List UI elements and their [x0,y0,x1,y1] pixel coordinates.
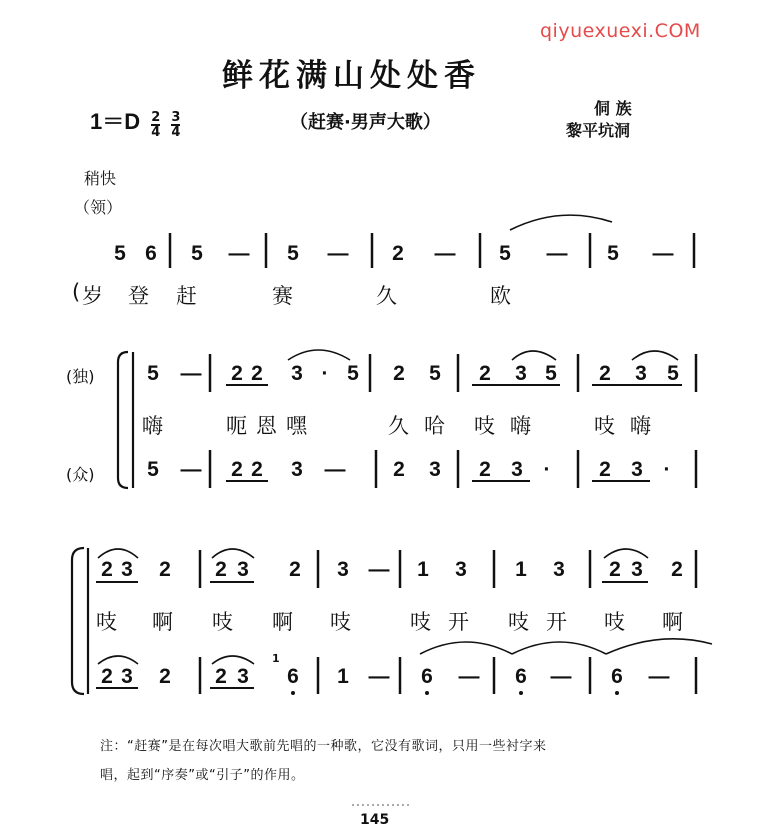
r2s-note-4: 2 [251,362,263,385]
r1-lyric-1: 岁 [82,284,103,308]
r2c-note-11: · [543,458,551,481]
key-signature: 1＝D [90,109,141,134]
r2-lyric-2: 呃 [226,414,247,438]
r3-lyric-7: 开 [448,610,469,634]
r3s-note-12: 3 [553,558,565,581]
r1-dash-3: — [434,242,456,265]
r2s-note-8: 2 [393,362,405,385]
r3c-note-6: 6 [287,665,299,688]
r1-note-6: 5 [499,242,511,265]
r3c-note-11: 6 [515,665,527,688]
r1-lyric-2: 登 [128,284,149,308]
r2s-note-13: 2 [599,362,611,385]
r2c-note-1: 5 [147,458,159,481]
r3c-note-9: 6 [421,665,433,688]
watermark: qiyuexuexi.COM [540,20,701,42]
r3-lyric-9: 开 [546,610,567,634]
r2-lyric-3: 恩 [256,414,277,438]
r3-lyric-2: 啊 [152,610,173,634]
r3s-note-9: 1 [417,558,429,581]
r3-lyric-5: 吱 [330,610,351,634]
footnote-line-2: 唱，起到“序奏”或“引子”的作用。 [100,768,305,783]
footnote-line-1: 注：“赶赛”是在每次唱大歌前先唱的一种歌，它没有歌词，只用一些衬字来 [100,739,547,754]
r3s-note-15: 2 [671,558,683,581]
r1-note-4: 5 [287,242,299,265]
r3-lyric-4: 啊 [272,610,293,634]
r2s-note-2: — [180,362,202,385]
tempo-marking: 稍快 [84,169,117,188]
r1-note-2: 6 [145,242,157,265]
r3-lyric-10: 吱 [604,610,625,634]
r2s-note-6: · [321,362,329,385]
r3c-note-4: 2 [215,665,227,688]
part-chorus: (众) [66,465,95,484]
r2-lyric-5: 久 [388,414,409,438]
r3c-note-2: 3 [121,665,133,688]
r3s-note-4: 2 [215,558,227,581]
r2s-note-10: 2 [479,362,491,385]
r3s-note-2: 3 [121,558,133,581]
r2-lyric-10: 嗨 [630,414,651,438]
r3s-note-5: 3 [237,558,249,581]
origin-ethnic: 侗 族 [594,99,632,118]
r2c-note-3: 2 [231,458,243,481]
r2-lyric-4: 嘿 [286,414,307,438]
r2c-note-10: 3 [511,458,523,481]
r2s-note-14: 3 [635,362,647,385]
r3s-note-14: 3 [631,558,643,581]
r3s-note-11: 1 [515,558,527,581]
r3c-grace-note: 1 [272,652,280,665]
r1-dash-2: — [327,242,349,265]
r1-note-3: 5 [191,242,203,265]
r3s-note-10: 3 [455,558,467,581]
r3-lyric-1: 吱 [96,610,117,634]
r3c-note-12: — [550,665,572,688]
r1-note-1: 5 [114,242,126,265]
r3s-note-7: 3 [337,558,349,581]
r1-note-5: 2 [392,242,404,265]
r3-lyric-8: 吱 [508,610,529,634]
r1-dash-4: — [546,242,568,265]
r3c-note-8: — [368,665,390,688]
r2c-note-9: 2 [479,458,491,481]
r2c-note-8: 3 [429,458,441,481]
r2s-note-7: 5 [347,362,359,385]
r1-dash-1: — [228,242,250,265]
r2s-note-15: 5 [667,362,679,385]
r2s-note-11: 3 [515,362,527,385]
r2-lyric-9: 吱 [594,414,615,438]
r3c-note-10: — [458,665,480,688]
r2c-note-6: — [324,458,346,481]
r3-lyric-6: 吱 [410,610,431,634]
part-solo: (独) [66,367,95,386]
r2-lyric-6: 哈 [424,414,445,438]
r2c-note-12: 2 [599,458,611,481]
r3-lyric-11: 啊 [662,610,683,634]
r2s-note-1: 5 [147,362,159,385]
r2s-note-5: 3 [291,362,303,385]
subtitle: （赶赛·男声大歌） [290,112,441,133]
r2-lyric-1: 嗨 [142,414,163,438]
r2s-note-12: 5 [545,362,557,385]
r3s-note-13: 2 [609,558,621,581]
r2c-note-7: 2 [393,458,405,481]
song-title: 鲜花满山处处香 [222,58,481,94]
r2c-note-13: 3 [631,458,643,481]
r3s-note-1: 2 [101,558,113,581]
time-signature-1: $\frac{2}{4}$ [151,109,161,140]
r3c-note-7: 1 [337,665,349,688]
r1-lyric-5: 久 [376,284,397,308]
time-signature-2: $\frac{3}{4}$ [171,109,181,140]
r1-lyric-0: ( [72,280,81,304]
r3-lyric-3: 吱 [212,610,233,634]
r2c-note-2: — [180,458,202,481]
r3c-note-3: 2 [159,665,171,688]
r3s-note-6: 2 [289,558,301,581]
r1-note-7: 5 [607,242,619,265]
r3s-note-3: 2 [159,558,171,581]
part-lead: （领） [74,198,123,217]
r1-lyric-6: 欧 [490,284,511,308]
r2-lyric-8: 嗨 [510,414,531,438]
r3c-note-5: 3 [237,665,249,688]
r2s-note-9: 5 [429,362,441,385]
r2c-note-14: · [663,458,671,481]
r3c-note-14: — [648,665,670,688]
r3c-note-1: 2 [101,665,113,688]
r2s-note-3: 2 [231,362,243,385]
page-number: 145 [360,812,390,828]
r1-lyric-3: 赶 [176,284,197,308]
r2c-note-5: 3 [291,458,303,481]
r1-lyric-4: 赛 [272,284,293,308]
origin-collector: 黎平坑洞 [566,121,631,140]
r3s-note-8: — [368,558,390,581]
r2c-note-4: 2 [251,458,263,481]
r3c-note-13: 6 [611,665,623,688]
r2-lyric-7: 吱 [474,414,495,438]
r1-dash-5: — [652,242,674,265]
